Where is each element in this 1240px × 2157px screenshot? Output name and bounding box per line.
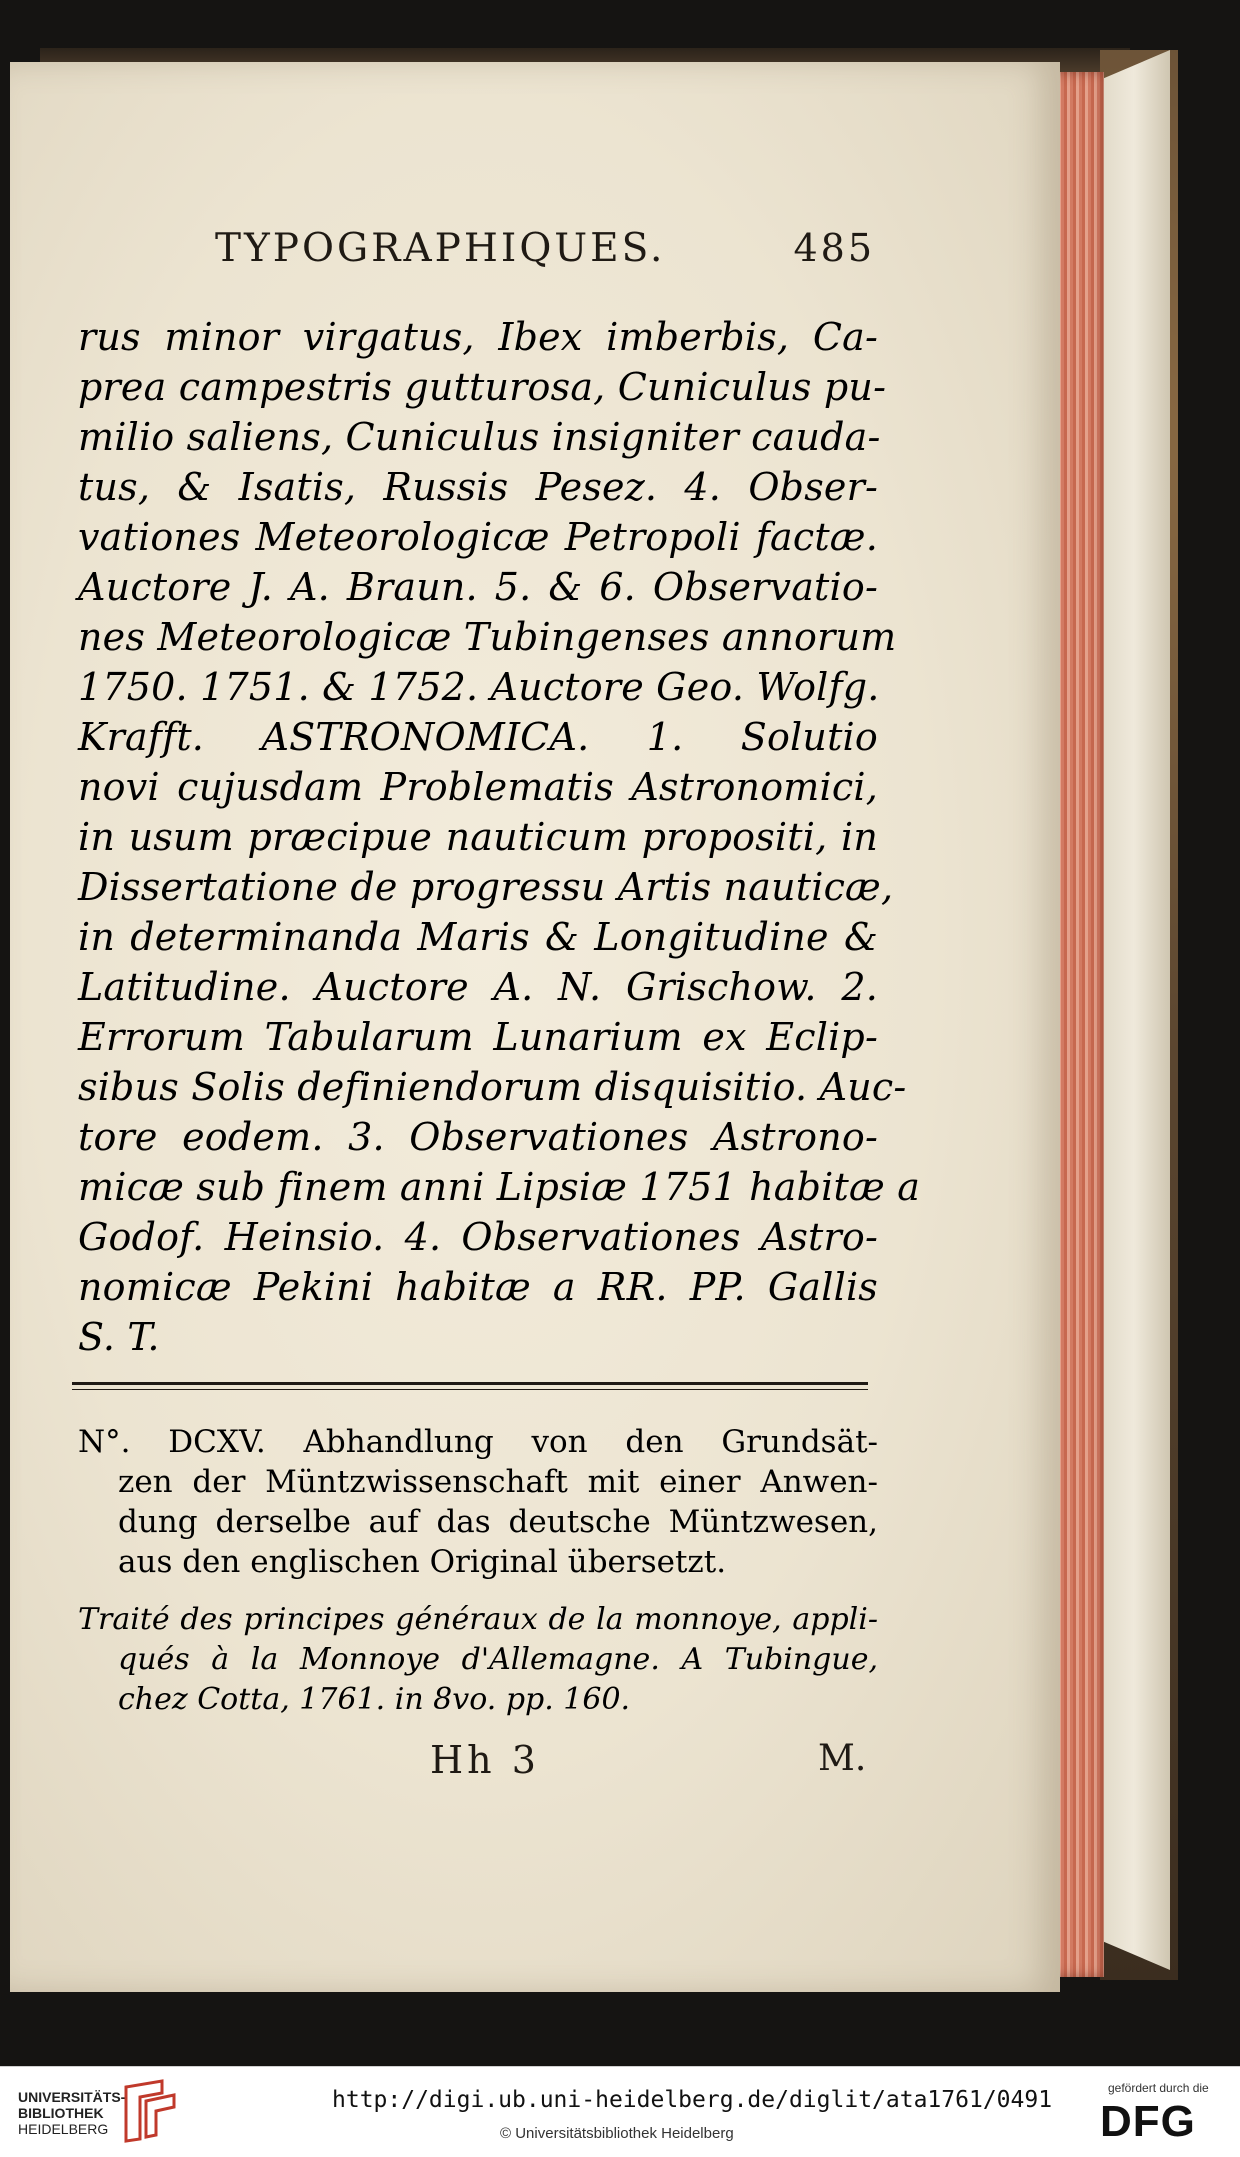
running-head-title: TYPOGRAPHIQUES.: [215, 226, 666, 271]
text-line: Latitudine. Auctore A. N. Grischow. 2.: [78, 965, 878, 1009]
text-line: nomicæ Pekini habitæ a RR. PP. Gallis: [78, 1265, 878, 1309]
text-line: in determinanda Maris & Longitudine &: [78, 915, 878, 959]
text-line: vationes Meteorologicæ Petropoli factæ.: [78, 515, 878, 559]
library-name-line: HEIDELBERG: [18, 2121, 109, 2137]
library-name-line: UNIVERSITÄTS-: [18, 2089, 126, 2105]
text-line: milio saliens, Cuniculus insigniter cauda-: [78, 415, 881, 459]
copyright-notice: © Universitätsbibliothek Heidelberg: [500, 2125, 734, 2142]
text-line: S. T.: [78, 1315, 160, 1359]
text-line: sibus Solis definiendorum disquisitio. Auc-: [78, 1065, 907, 1109]
text-line: micæ sub finem anni Lipsiæ 1751 habitæ a: [78, 1165, 921, 1209]
funded-by-label: gefördert durch die: [1108, 2081, 1209, 2095]
ub-heidelberg-logo-icon: [122, 2079, 180, 2143]
text-line: rus minor virgatus, Ibex imberbis, Ca-: [78, 315, 878, 359]
text-line: novi cujusdam Problematis Astronomici,: [78, 765, 878, 809]
signature-mark: Hh 3: [430, 1738, 540, 1782]
translation-line: chez Cotta, 1761. in 8vo. pp. 160.: [118, 1682, 631, 1717]
notice-line: aus den englischen Original übersetzt.: [118, 1544, 727, 1580]
text-line: nes Meteorologicæ Tubingenses annorum: [78, 615, 897, 659]
text-line: Godof. Heinsio. 4. Observationes Astro-: [78, 1215, 878, 1259]
text-line: Dissertatione de progressu Artis nauticæ,: [78, 865, 894, 909]
text-line: Auctore J. A. Braun. 5. & 6. Observatio-: [78, 565, 878, 609]
notice-line: zen der Müntzwissenschaft mit einer Anwen-: [118, 1464, 878, 1500]
page-url-link[interactable]: http://digi.ub.uni-heidelberg.de/diglit/ata1761/0491: [332, 2087, 1053, 2113]
text-line: Errorum Tabularum Lunarium ex Eclip-: [78, 1015, 878, 1059]
text-line: prea campestris gutturosa, Cuniculus pu-: [78, 365, 887, 409]
text-line: 1750. 1751. & 1752. Auctore Geo. Wolfg.: [78, 665, 880, 709]
notice-entry: [78, 1422, 878, 1582]
page-number: 485: [793, 226, 875, 270]
text-line: Krafft. ASTRONOMICA. 1. Solutio: [78, 715, 878, 759]
library-name: [18, 2089, 125, 2137]
notice-line: N°. DCXV. Abhandlung von den Grundsät-: [78, 1424, 878, 1460]
text-line: tore eodem. 3. Observationes Astrono-: [78, 1115, 878, 1159]
running-head: [215, 226, 875, 272]
text-line: in usum præcipue nauticum propositi, in: [78, 815, 878, 859]
translation-line: Traité des principes généraux de la monnoye, appli-: [78, 1602, 878, 1637]
translation-entry: [78, 1600, 878, 1720]
library-name-line: BIBLIOTHEK: [18, 2105, 104, 2121]
translation-line: qués à la Monnoye d'Allemagne. A Tubingue,: [118, 1642, 878, 1677]
body-text: [78, 312, 921, 1362]
catchword: M.: [818, 1738, 867, 1779]
notice-line: dung derselbe auf das deutsche Müntzwesen,: [118, 1504, 878, 1540]
dfg-logo: DFG: [1100, 2097, 1196, 2146]
library-banner: [0, 2066, 1240, 2157]
section-rule-thin: [72, 1389, 868, 1390]
section-rule: [72, 1382, 868, 1385]
text-line: tus, & Isatis, Russis Pesez. 4. Obser-: [78, 465, 878, 509]
